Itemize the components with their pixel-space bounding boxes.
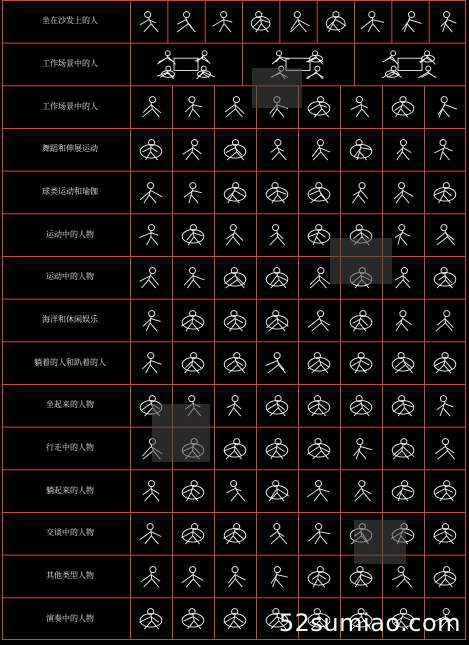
person-figure-icon [217, 262, 253, 293]
person-figure-icon [175, 134, 211, 165]
site-watermark: 52sumiao.com [278, 609, 461, 637]
person-figure-icon [259, 518, 295, 549]
person-figure-icon [217, 475, 253, 506]
person-figure-icon [301, 91, 337, 122]
person-figure-icon [343, 347, 379, 378]
row-label: 工作场景中的人 [42, 59, 98, 68]
row-label: 躺起来的人物 [46, 485, 94, 495]
person-figure-icon [301, 475, 337, 506]
person-figure-icon [133, 262, 169, 293]
person-figure-icon [259, 475, 295, 506]
person-figure-icon [259, 177, 295, 208]
person-figure-icon [133, 475, 169, 506]
person-figure-icon [385, 305, 421, 336]
blur-patch [252, 68, 302, 108]
row-label: 工作场景中的人 [42, 101, 98, 111]
person-figure-icon [217, 134, 253, 165]
person-figure-icon [385, 347, 421, 378]
person-figure-icon [133, 561, 169, 592]
row-label: 坐起来的人物 [46, 400, 94, 410]
row-label: 运动中的人物 [46, 229, 94, 239]
person-figure-icon [427, 433, 463, 464]
person-figure-icon [394, 6, 425, 37]
blur-patch [152, 404, 210, 462]
person-figure-icon [259, 390, 295, 421]
person-figure-icon [217, 219, 253, 250]
person-figure-icon [301, 305, 337, 336]
person-figure-icon [320, 6, 351, 37]
person-figure-icon [217, 603, 253, 634]
person-figure-icon [427, 347, 463, 378]
person-figure-icon [427, 305, 463, 336]
person-figure-icon [380, 49, 440, 80]
person-figure-icon [217, 518, 253, 549]
person-figure-icon [427, 518, 463, 549]
person-figure-icon [301, 433, 337, 464]
row-label: 交谈中的人物 [46, 528, 94, 538]
person-figure-icon [170, 6, 201, 37]
row-label: 躺着的人和趴着的人 [34, 357, 106, 367]
person-figure-icon [427, 561, 463, 592]
person-figure-icon [259, 262, 295, 293]
row-label: 其他类型人物 [46, 571, 94, 580]
person-figure-icon [175, 518, 211, 549]
person-figure-icon [217, 91, 253, 122]
person-figure-icon [259, 433, 295, 464]
person-figure-icon [427, 134, 463, 165]
person-figure-icon [245, 6, 276, 37]
person-figure-icon [175, 305, 211, 336]
person-figure-icon [175, 475, 211, 506]
person-figure-icon [301, 561, 337, 592]
person-figure-icon [385, 134, 421, 165]
person-figure-icon [427, 262, 463, 293]
person-figure-icon [175, 561, 211, 592]
person-figure-icon [343, 475, 379, 506]
person-figure-icon [217, 561, 253, 592]
person-figure-icon [133, 177, 169, 208]
person-figure-icon [259, 561, 295, 592]
person-figure-icon [217, 305, 253, 336]
person-figure-icon [259, 347, 295, 378]
person-figure-icon [217, 347, 253, 378]
person-figure-icon [343, 134, 379, 165]
row-label: 运动中的人物 [46, 272, 94, 282]
person-figure-icon [301, 347, 337, 378]
person-figure-icon [385, 91, 421, 122]
person-figure-icon [385, 475, 421, 506]
person-figure-icon [385, 561, 421, 592]
blur-patch [330, 238, 392, 284]
row-label: 坐在沙发上的人 [42, 16, 98, 26]
person-figure-icon [133, 91, 169, 122]
person-figure-icon [175, 219, 211, 250]
person-figure-icon [432, 6, 463, 37]
person-figure-icon [343, 177, 379, 208]
person-figure-icon [133, 603, 169, 634]
person-figure-icon [217, 390, 253, 421]
person-figure-icon [259, 219, 295, 250]
person-figure-icon [385, 433, 421, 464]
person-figure-icon [217, 433, 253, 464]
person-figure-icon [301, 134, 337, 165]
row-label: 演奏中的人物 [46, 613, 94, 623]
blur-patch [354, 520, 406, 564]
person-figure-icon [208, 6, 239, 37]
person-figure-icon [301, 177, 337, 208]
person-figure-icon [427, 475, 463, 506]
person-figure-icon [301, 390, 337, 421]
person-figure-icon [427, 177, 463, 208]
person-figure-icon [357, 6, 388, 37]
person-figure-icon [259, 305, 295, 336]
person-figure-icon [217, 177, 253, 208]
person-figure-icon [175, 603, 211, 634]
row-label: 行走中的人物 [46, 443, 94, 452]
person-figure-icon [175, 262, 211, 293]
row-label: 舞蹈和伸展运动 [42, 144, 98, 154]
person-figure-icon [343, 433, 379, 464]
person-figure-icon [427, 91, 463, 122]
person-figure-icon [133, 219, 169, 250]
person-figure-icon [282, 6, 313, 37]
person-figure-icon [343, 91, 379, 122]
person-figure-icon [133, 6, 164, 37]
person-figure-icon [343, 305, 379, 336]
person-figure-icon [175, 347, 211, 378]
person-figure-icon [156, 49, 216, 80]
person-figure-icon [385, 390, 421, 421]
person-figure-icon [427, 390, 463, 421]
person-figure-icon [343, 390, 379, 421]
person-figure-icon [259, 134, 295, 165]
person-figure-icon [133, 347, 169, 378]
person-figure-icon [133, 134, 169, 165]
person-figure-icon [133, 305, 169, 336]
person-figure-icon [343, 561, 379, 592]
person-figure-icon [301, 518, 337, 549]
row-label: 海洋和休闲娱乐 [42, 315, 98, 324]
person-figure-icon [385, 177, 421, 208]
row-label: 球类运动和瑜伽 [42, 187, 98, 196]
person-figure-icon [427, 219, 463, 250]
person-figure-icon [175, 177, 211, 208]
person-figure-icon [133, 518, 169, 549]
person-figure-icon [175, 91, 211, 122]
